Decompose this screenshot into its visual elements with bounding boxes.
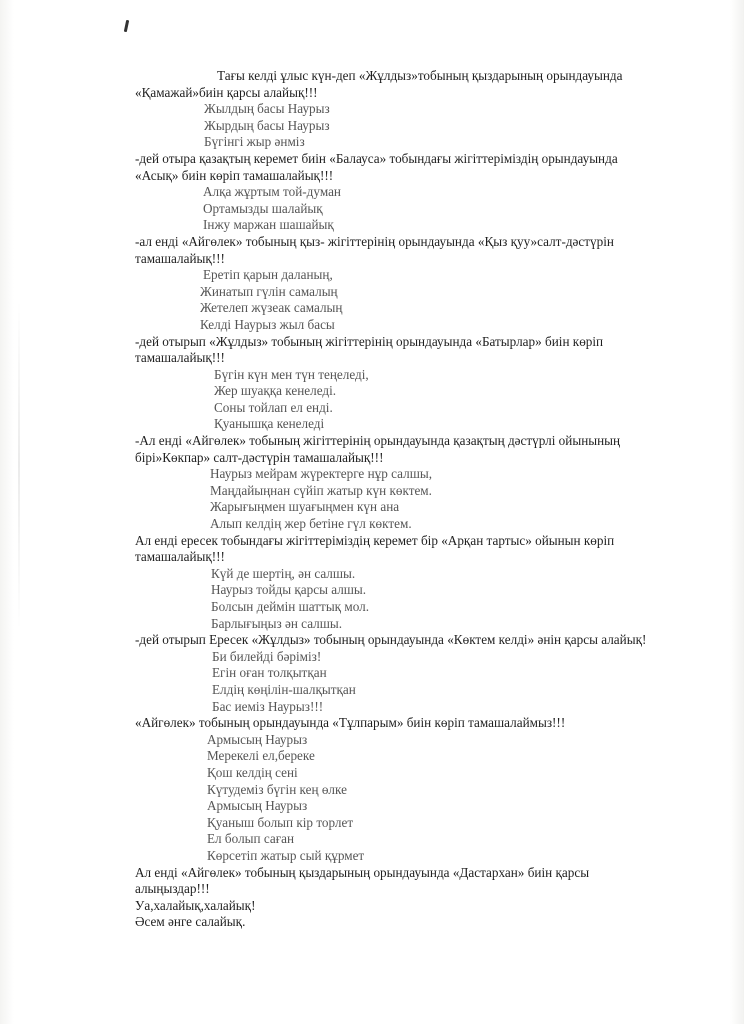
prose-line: «Асық» биін көріп тамашалайық!!! [135, 167, 334, 183]
document-body [0, 68, 744, 931]
prose-line: Әсем әнге салайық. [135, 914, 246, 930]
prose-line: Тағы келді ұлыс күн-деп «Жұлдыз»тобының қыздарының орындауында [217, 68, 623, 83]
verse-line: Барлығыңыз ән салшы. [211, 615, 343, 631]
verse-line: Жырдың басы Наурыз [204, 117, 330, 133]
verse-line: Еретіп қарын даланың, [203, 267, 333, 283]
pen-mark [124, 20, 129, 32]
prose-line: Уа,халайық,халайық! [135, 897, 256, 913]
prose-line: «Айгөлек» тобының орындауында «Тұлпарым» биін көріп тамашалаймыз!!! [135, 715, 566, 731]
prose-line: Ал енді ересек тобындағы жігіттеріміздің керемет бір «Арқан тартыс» ойынын көріп [135, 532, 615, 548]
verse-line: Армысың Наурыз [207, 798, 308, 814]
verse-line: Жер шуаққа кенеледі. [214, 383, 337, 399]
verse-line: Мерекелі ел,береке [207, 748, 315, 764]
verse-line: Інжу маржан шашайық [203, 217, 334, 233]
prose-line: -дей отырып Ересек «Жұлдыз» тобының орындауында «Көктем келді» әнін қарсы алайық! [135, 632, 647, 648]
verse-line: Жылдың басы Наурыз [204, 101, 330, 117]
prose-line: бірі»Көкпар» салт-дәстүрін тамашалайық!!! [135, 449, 384, 465]
prose-line: тамашалайық!!! [135, 350, 225, 366]
verse-line: Келді Наурыз жыл басы [200, 316, 335, 332]
verse-line: Би билейді бәріміз! [212, 648, 322, 664]
verse-line: Жинатып гүлін самалың [200, 283, 338, 299]
prose-line: тамашалайық!!! [135, 250, 225, 266]
verse-line: Күтудеміз бүгін кең өлке [207, 781, 347, 797]
verse-line: Күй де шертің, ән салшы. [211, 565, 356, 581]
verse-line: Болсын деймін шаттық мол. [211, 599, 370, 614]
verse-line: Наурыз мейрам жүректерге нұр салшы, [210, 466, 433, 482]
verse-line: Бүгінгі жыр әнміз [204, 134, 305, 150]
verse-line: Армысың Наурыз [207, 731, 308, 747]
verse-line: Қуанышқа кенеледі [214, 416, 325, 432]
verse-line: Алып келдің жер бетіне гүл көктем. [210, 516, 412, 532]
verse-line: Алқа жұртым той-думан [203, 184, 341, 200]
verse-line: Егін оған толқытқан [212, 665, 327, 681]
verse-line: Елдің көңілін-шалқытқан [212, 681, 356, 697]
prose-line: -ал енді «Айгөлек» тобының қыз- жігіттерінің орындауында «Қыз қуу»салт-дәстүрін [135, 233, 614, 249]
verse-line: Қуаныш болып кір торлет [207, 814, 354, 830]
verse-line: Маңдайыңнан сүйіп жатыр күн көктем. [210, 482, 432, 498]
verse-line: Жарығыңмен шуағыңмен күн ана [210, 499, 400, 515]
verse-line: Жетелеп жүзеак самалың [200, 300, 343, 316]
prose-line: -дей отырып «Жұлдыз» тобының жігіттерінің орындауында «Батырлар» биін көріп [135, 333, 604, 349]
prose-line: «Қамажай»биін қарсы алайық!!! [135, 84, 318, 100]
verse-line: Қош келдің сені [207, 764, 298, 780]
verse-line: Соны тойлап ел енді. [214, 399, 333, 415]
verse-line: Ел болып саған [207, 831, 295, 847]
prose-line: -дей отыра қазақтың керемет биін «Балауса» тобындағы жігіттеріміздің орындауында [135, 150, 618, 166]
verse-line: Бас иеміз Наурыз!!! [212, 698, 324, 714]
verse-line: Бүгін күн мен түн теңеледі, [214, 366, 369, 382]
verse-line: Көрсетіп жатыр сый құрмет [207, 847, 365, 863]
verse-line: Наурыз тойды қарсы алшы. [211, 582, 367, 598]
verse-line: Ортамызды шалайық [203, 200, 323, 216]
prose-line: алыңыздар!!! [135, 881, 210, 897]
prose-line: -Ал енді «Айгөлек» тобының жігіттерінің орындауында қазақтың дәстүрлі ойынының [135, 433, 621, 449]
prose-line: Ал енді «Айгөлек» тобының қыздарының орындауында «Дастархан» биін қарсы [135, 864, 590, 880]
prose-line: тамашалайық!!! [135, 549, 225, 565]
